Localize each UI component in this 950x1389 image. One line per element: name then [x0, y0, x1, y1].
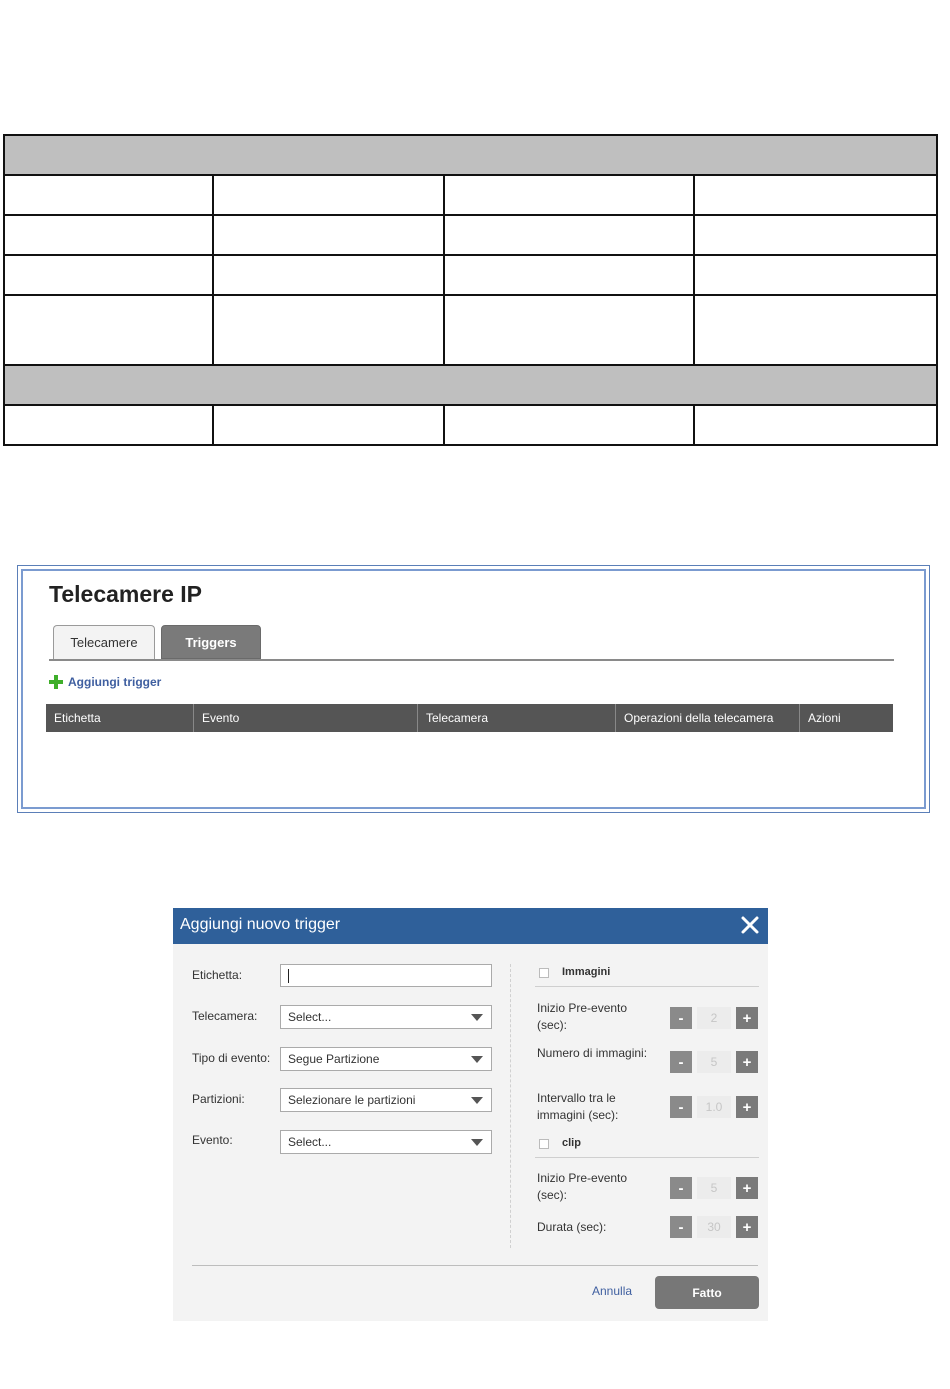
increment-button[interactable]: +	[736, 1096, 758, 1118]
table-cell	[4, 215, 213, 255]
table-row	[4, 295, 937, 365]
caret-down-icon	[471, 1056, 483, 1063]
column-header-evento[interactable]: Evento	[194, 704, 418, 732]
event-type-select[interactable]	[280, 1047, 492, 1071]
label-input[interactable]	[280, 964, 492, 987]
table-row	[4, 405, 937, 445]
column-header-telecamera[interactable]: Telecamera	[418, 704, 616, 732]
partitions-select[interactable]	[280, 1088, 492, 1112]
table-row	[4, 255, 937, 295]
decrement-button[interactable]: -	[670, 1177, 692, 1199]
caret-down-icon	[471, 1014, 483, 1021]
partitions-select-value: Selezionare le partizioni	[288, 1093, 416, 1107]
add-trigger-label: Aggiungi trigger	[68, 675, 162, 689]
table-cell	[444, 255, 693, 295]
table-cell	[213, 255, 445, 295]
done-button[interactable]: Fatto	[655, 1276, 759, 1309]
table-cell	[444, 405, 693, 445]
images-interval-stepper	[670, 1096, 758, 1118]
ipcam-panel	[21, 569, 926, 809]
clip-checkbox[interactable]	[539, 1139, 549, 1149]
decrement-button[interactable]: -	[670, 1216, 692, 1238]
tab-triggers[interactable]: Triggers	[161, 625, 261, 659]
stepper-value[interactable]: 5	[697, 1177, 731, 1199]
table-cell	[694, 295, 938, 365]
images-section-label: Immagini	[562, 966, 611, 978]
tab-divider	[49, 659, 894, 661]
add-trigger-dialog	[173, 908, 768, 1321]
table-cell	[213, 295, 445, 365]
table-cell	[444, 295, 693, 365]
plus-icon	[49, 675, 63, 689]
camera-select[interactable]	[280, 1005, 492, 1029]
table-cell	[213, 175, 445, 215]
dialog-footer-divider	[192, 1265, 758, 1266]
table-cell	[213, 405, 445, 445]
camera-field-label: Telecamera:	[192, 1009, 258, 1023]
label-field-label: Etichetta:	[192, 968, 243, 982]
table-cell	[444, 215, 693, 255]
images-section-divider	[535, 986, 759, 987]
close-icon[interactable]	[740, 914, 760, 936]
table-header-band	[4, 135, 937, 175]
text-caret	[288, 969, 289, 983]
event-type-field-label: Tipo di evento:	[192, 1051, 271, 1065]
column-header-etichetta[interactable]: Etichetta	[46, 704, 194, 732]
table-cell	[4, 175, 213, 215]
clip-section-divider	[535, 1157, 759, 1158]
stepper-value[interactable]: 1.0	[697, 1096, 731, 1118]
clip-duration-label: Durata (sec):	[537, 1220, 607, 1234]
table-row	[4, 215, 937, 255]
dialog-title: Aggiungi nuovo trigger	[180, 916, 341, 933]
images-checkbox[interactable]	[539, 968, 549, 978]
table-cell	[694, 215, 938, 255]
event-type-select-value: Segue Partizione	[288, 1052, 380, 1066]
table-row	[4, 175, 937, 215]
table-cell	[4, 405, 213, 445]
increment-button[interactable]: +	[736, 1007, 758, 1029]
event-select-value: Select...	[288, 1135, 332, 1149]
table-cell	[694, 405, 938, 445]
dialog-header	[173, 908, 768, 944]
images-interval-label: Intervallo tra le immagini (sec):	[537, 1091, 619, 1122]
decrement-button[interactable]: -	[670, 1007, 692, 1029]
stepper-value[interactable]: 5	[697, 1051, 731, 1073]
decrement-button[interactable]: -	[670, 1096, 692, 1118]
add-trigger-link[interactable]	[49, 675, 161, 689]
table-cell	[4, 135, 937, 175]
images-pre-event-label: Inizio Pre-evento (sec):	[537, 1001, 628, 1032]
tab-telecamere[interactable]: Telecamere	[53, 625, 155, 659]
clip-pre-event-stepper	[670, 1177, 758, 1199]
column-header-azioni[interactable]: Azioni	[808, 711, 841, 725]
partitions-field-label: Partizioni:	[192, 1092, 245, 1106]
table-cell	[213, 215, 445, 255]
column-header-operazioni[interactable]: Operazioni della telecamera	[616, 704, 800, 732]
table-cell	[694, 175, 938, 215]
clip-duration-stepper	[670, 1216, 758, 1238]
ipcam-screenshot-frame	[17, 565, 930, 813]
table-cell	[4, 295, 213, 365]
increment-button[interactable]: +	[736, 1216, 758, 1238]
event-field-label: Evento:	[192, 1133, 233, 1147]
cancel-button[interactable]: Annulla	[592, 1284, 633, 1298]
clip-section-label: clip	[562, 1137, 581, 1149]
column-divider	[510, 964, 511, 1248]
triggers-table-header	[46, 704, 893, 732]
clip-pre-event-label: Inizio Pre-evento (sec):	[537, 1171, 628, 1202]
images-count-stepper	[670, 1051, 758, 1073]
stepper-value[interactable]: 2	[697, 1007, 731, 1029]
table-header-band	[4, 365, 937, 405]
event-select[interactable]	[280, 1130, 492, 1154]
decrement-button[interactable]: -	[670, 1051, 692, 1073]
caret-down-icon	[471, 1097, 483, 1104]
table-cell	[4, 365, 937, 405]
page-title: Telecamere IP	[49, 581, 203, 607]
table-cell	[444, 175, 693, 215]
document-table	[3, 134, 938, 446]
table-cell	[694, 255, 938, 295]
images-pre-event-stepper	[670, 1007, 758, 1029]
images-count-label: Numero di immagini:	[537, 1046, 648, 1060]
caret-down-icon	[471, 1139, 483, 1146]
increment-button[interactable]: +	[736, 1051, 758, 1073]
stepper-value[interactable]: 30	[697, 1216, 731, 1238]
increment-button[interactable]: +	[736, 1177, 758, 1199]
camera-select-value: Select...	[288, 1010, 332, 1024]
table-cell	[4, 255, 213, 295]
